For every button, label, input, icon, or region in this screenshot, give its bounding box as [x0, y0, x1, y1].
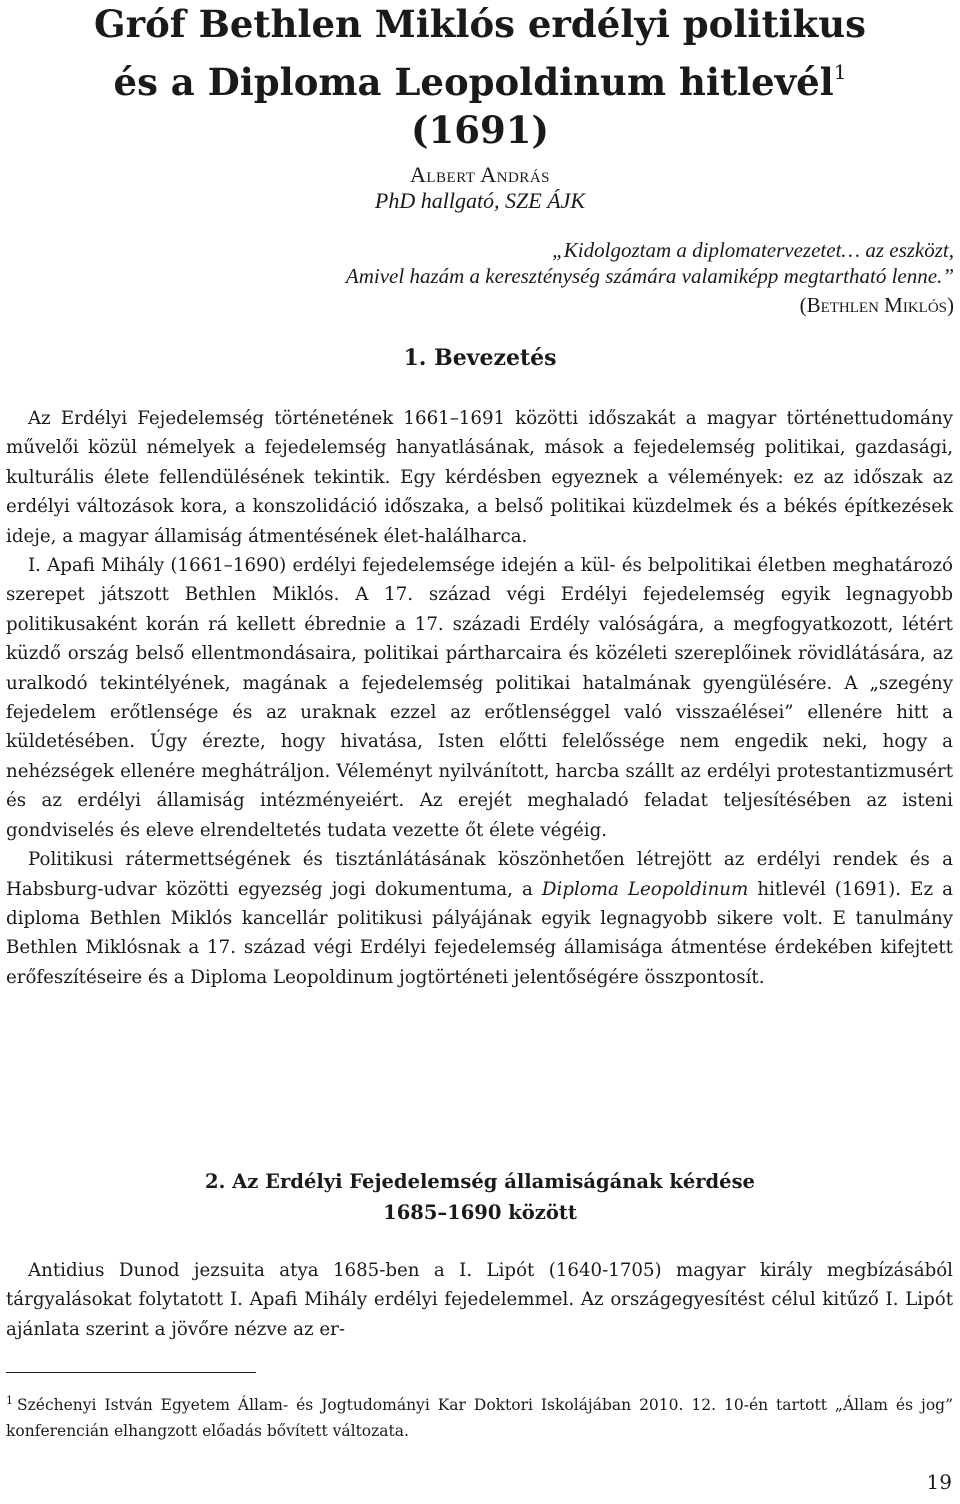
paragraph-1: Az Erdélyi Fejedelemség történetének 1661–1691 közötti időszakát a magyar történettudomány művelői közül némelyek a fejedelemség hanyatlásának, mások a fejedelemség politikai, gazdasági, kulturális élete fellendülésének tekintik. Egy kérdésben egyeznek a vélemények: ez az időszak az erdélyi változások kora, a konszolidáció időszaka, a belső politikai küzdelmek és a békés építkezések ideje, a magyar államiság átmentésének élet-halálharca.: [6, 408, 953, 547]
section-2-body: [6, 1256, 953, 1344]
epigraph-source: (Bethlen Miklós): [799, 293, 954, 317]
paragraph-3-italic: Diploma Leopoldinum: [541, 878, 749, 900]
section-2-heading: [0, 1166, 960, 1228]
paragraph-2: I. Apafi Mihály (1661–1690) erdélyi fejedelemsége idején a kül- és belpolitikai életben meghatározó szerepet játszott Bethlen Miklós. A 17. század végi Erdélyi fejedelemség egyik legnagyobb politikusaként korán rá kellett ébrednie a 17. századi Erdély valóságára, a megfogyatkozott, létért küzdő ország belső ellentmondásaira, politikai pártharcaira és közéleti szereplőinek rövidlátására, az uralkodó tekintélyének, magának a fejedelemség politikai hatalmának gyengülésére. A „szegény fejedelem erőtlensége és az uraknak ezzel az erőtlenséggel való visszaélései” ellenére hitt a küldetésében. Úgy érezte, hogy hivatása, Isten előtti felelőssége nem engedik neki, hogy a nehézségek ellenére meghátráljon. Véleményt nyilvánított, harcba szállt az erdélyi protestantizmusért és az erdélyi államiság intézményeiért. Az erejét meghaladó feladat teljesítésében az isteni gondviselés és eleve elrendeltetés tudata vezette őt élete végéig.: [6, 555, 953, 841]
section-2-paragraph-1: Antidius Dunod jezsuita atya 1685-ben a I. Lipót (1640-1705) magyar király megbízásából tárgyalásokat folytatott I. Apafi Mihály erdélyi fejedelemmel. Az országegyesítést célul kitűző I. Lipót ajánlata szerint a jövőre nézve az er-: [6, 1260, 953, 1340]
title-footnote-marker[interactable]: 1: [833, 60, 847, 84]
footnote: [6, 1388, 953, 1444]
title-line-2-text: és a Diploma Leopoldinum hitlevél: [113, 60, 834, 104]
paragraph-3-end: hitlevél (1691). Ez a diploma Bethlen Miklós kancellár politikusi pályájának egyik legnagyobb sikere volt. E tanulmány Bethlen Miklósnak a 17. század végi Erdélyi fejedelemség államisága átmentése érdekében kifejtett erőfeszítéseire és a Diploma Leopoldinum jogtörténeti jelentőségére összpontosít.: [6, 878, 953, 988]
footnote-text: Széchenyi István Egyetem Állam- és Jogtudományi Kar Doktori Iskolájában 2010. 12. 10-én tartott „Állam és jog” konferencián elhangzott előadás bővített változata.: [6, 1396, 953, 1440]
epigraph-line-1: „Kidolgoztam a diplomatervezetet… az eszközt,: [552, 238, 954, 262]
section-1-heading: 1. Bevezetés: [403, 345, 557, 371]
footnote-divider: [6, 1372, 256, 1373]
section-1-body: [6, 404, 953, 992]
paragraph-3: [6, 845, 953, 992]
author-block: [0, 162, 960, 214]
paragraph-3-start: Politikusi rátermettségének és tisztánlátásának köszönhetően létrejött az erdélyi rendek és a Habsburg-udvar közötti egyezség jogi dokumentuma, a: [6, 849, 953, 900]
section-2-heading-line-2: 1685–1690 között: [383, 1201, 577, 1224]
epigraph: [54, 237, 954, 318]
author-name: Albert András: [409, 162, 550, 187]
title-line-2: [0, 48, 960, 106]
page-number: 19: [926, 1470, 952, 1494]
paper-title: [0, 0, 960, 154]
footnote-marker: 1: [6, 1394, 13, 1407]
title-line-3: (1691): [411, 108, 549, 152]
author-affiliation: PhD hallgató, SZE ÁJK: [374, 188, 586, 213]
title-line-1: Gróf Bethlen Miklós erdélyi politikus: [94, 2, 866, 46]
section-2-heading-line-1: 2. Az Erdélyi Fejedelemség államiságának kérdése: [205, 1170, 755, 1193]
epigraph-line-2: Amivel hazám a kereszténység számára valamiképp megtartható lenne.”: [345, 264, 954, 288]
